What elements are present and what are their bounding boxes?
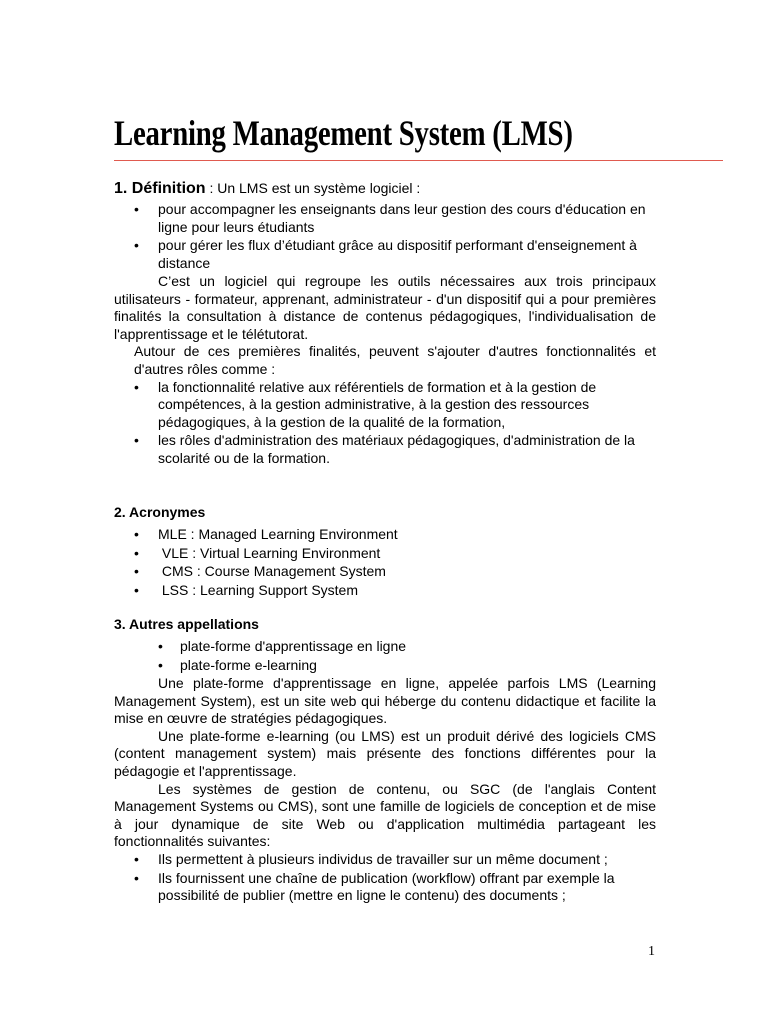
list-item: • les rôles d'administration des matériaux pédagogiques, d'administration de la scolarité ou de la formation. [114, 432, 656, 467]
section-3-bullet-list [114, 638, 656, 674]
list-item: • VLE : Virtual Learning Environment [114, 545, 656, 563]
section-3-heading: 3. Autres appellations [114, 616, 259, 633]
list-item: • pour gérer les flux d’étudiant grâce au dispositif performant d'enseignement à distance [114, 237, 656, 272]
section-3-paragraph-2: Une plate-forme e-learning (ou LMS) est un produit dérivé des logiciels CMS (content management system) mais présente des fonctions différentes pour la pédagogie et l'apprentissage. [114, 727, 656, 780]
section-3-bullet-list-2 [114, 851, 656, 905]
document-body [114, 176, 656, 906]
list-item: • pour accompagner les enseignants dans leur gestion des cours d'éducation en ligne pour leurs étudiants [114, 201, 656, 236]
section-1-heading-line [114, 176, 656, 201]
list-item: • plate-forme d'apprentissage en ligne [114, 638, 656, 656]
spacer [114, 600, 656, 614]
list-item: • la fonctionnalité relative aux référentiels de formation et à la gestion de compétences, à la gestion administrative, à la gestion des ressources pédagogiques, à la gestion de la qualité de la formation, [114, 379, 656, 432]
section-1-bullet-list-2 [114, 379, 656, 468]
list-item: • MLE : Managed Learning Environment [114, 526, 656, 544]
section-1-heading-rest: : Un LMS est un système logiciel : [205, 180, 421, 196]
list-item: • plate-forme e-learning [114, 657, 656, 675]
list-item: • Ils fournissent une chaîne de publication (workflow) offrant par exemple la possibilité de publier (mettre en ligne le contenu) des documents ; [114, 870, 656, 905]
section-2-heading: 2. Acronymes [114, 504, 206, 521]
document-title: Learning Management System (LMS) [114, 113, 573, 153]
list-item: • Ils permettent à plusieurs individus de travailler sur un même document ; [114, 851, 656, 869]
title-underline [114, 160, 723, 161]
list-item: • LSS : Learning Support System [114, 582, 656, 600]
page-number: 1 [648, 944, 655, 959]
section-1-paragraph-1: C’est un logiciel qui regroupe les outils nécessaires aux trois principaux utilisateurs - formateur, apprenant, administrateur - d'un dispositif qui a pour premières finalités la consultation à distance de contenus pédagogiques, l'individualisation de l'apprentissage et le télétutorat. [114, 273, 656, 342]
section-3-paragraph-1: Une plate-forme d'apprentissage en ligne, appelée parfois LMS (Learning Management System), est un site web qui héberge du contenu didactique et facilite la mise en œuvre de stratégies pédagogiques. [114, 675, 656, 727]
section-1-heading: 1. Définition [114, 180, 206, 197]
list-item: • CMS : Course Management System [114, 563, 656, 581]
section-1-bullet-list [114, 201, 656, 272]
section-2-bullet-list [114, 526, 656, 599]
section-1-paragraph-2: Autour de ces premières finalités, peuvent s'ajouter d'autres fonctionnalités et d'autres rôles comme : [134, 343, 656, 377]
section-3-paragraph-3: Les systèmes de gestion de contenu, ou SGC (de l'anglais Content Management Systems ou CMS), sont une famille de logiciels de conception et de mise à jour dynamique de site Web ou d'application multimédia partageant les fonctionnalités suivantes: [114, 780, 656, 850]
spacer [114, 468, 656, 502]
